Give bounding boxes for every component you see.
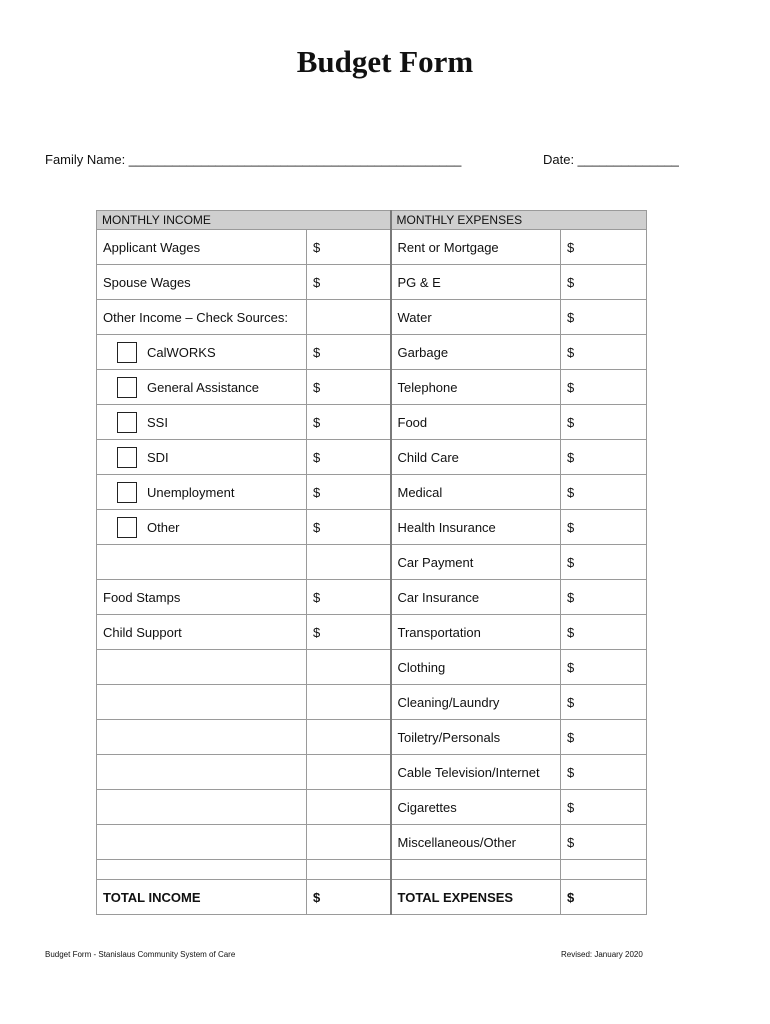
table-row (97, 335, 647, 370)
income-label: Child Support (103, 624, 182, 640)
income-amount-cell[interactable] (307, 825, 391, 860)
expense-amount-cell[interactable]: $ (561, 475, 647, 510)
table-row (97, 440, 647, 475)
income-source-option (103, 482, 300, 503)
expense-amount-cell[interactable]: $ (561, 545, 647, 580)
income-amount-cell[interactable] (307, 545, 391, 580)
date-field[interactable]: Date: ______________ (543, 152, 679, 167)
income-amount-cell[interactable]: $ (307, 615, 391, 650)
income-label-cell (97, 615, 307, 650)
income-amount-cell[interactable]: $ (307, 335, 391, 370)
income-source-option (103, 412, 300, 433)
income-amount-cell[interactable] (307, 300, 391, 335)
expense-amount-cell[interactable]: $ (561, 685, 647, 720)
income-label-cell (97, 545, 307, 580)
income-label-cell (97, 440, 307, 475)
expense-label-cell: Cigarettes (391, 790, 561, 825)
spacer-cell (307, 860, 391, 880)
income-label: SSI (147, 414, 168, 430)
table-row (97, 265, 647, 300)
expense-amount-cell[interactable]: $ (561, 405, 647, 440)
income-label-cell (97, 720, 307, 755)
expense-label-cell: Car Insurance (391, 580, 561, 615)
income-label: Spouse Wages (103, 274, 191, 290)
expense-amount-cell[interactable]: $ (561, 335, 647, 370)
expense-amount-cell[interactable]: $ (561, 510, 647, 545)
income-amount-cell[interactable] (307, 720, 391, 755)
expense-label-cell: Food (391, 405, 561, 440)
table-row (97, 370, 647, 405)
spacer-row (97, 860, 647, 880)
income-amount-cell[interactable]: $ (307, 230, 391, 265)
table-row (97, 405, 647, 440)
expense-amount-cell[interactable]: $ (561, 720, 647, 755)
total-expenses-amount[interactable]: $ (561, 880, 647, 915)
income-amount-cell[interactable]: $ (307, 405, 391, 440)
income-label-cell (97, 510, 307, 545)
checkbox[interactable] (117, 482, 137, 503)
expense-label-cell: Miscellaneous/Other (391, 825, 561, 860)
table-row (97, 720, 647, 755)
expense-label-cell: Clothing (391, 650, 561, 685)
budget-table-body (97, 211, 647, 915)
table-row (97, 580, 647, 615)
income-amount-cell[interactable]: $ (307, 440, 391, 475)
expense-label-cell: Child Care (391, 440, 561, 475)
expense-amount-cell[interactable]: $ (561, 615, 647, 650)
checkbox[interactable] (117, 342, 137, 363)
table-row (97, 790, 647, 825)
income-label-cell (97, 755, 307, 790)
table-header-row (97, 211, 647, 230)
spacer-cell (391, 860, 561, 880)
income-label-cell (97, 300, 307, 335)
totals-row (97, 880, 647, 915)
budget-table (96, 210, 647, 915)
income-label: Other (147, 519, 180, 535)
footer-right: Revised: January 2020 (561, 950, 643, 959)
income-amount-cell[interactable]: $ (307, 580, 391, 615)
expenses-header: MONTHLY EXPENSES (391, 211, 647, 230)
checkbox[interactable] (117, 377, 137, 398)
income-label: CalWORKS (147, 344, 216, 360)
income-label-cell (97, 685, 307, 720)
income-label-cell (97, 265, 307, 300)
expense-amount-cell[interactable]: $ (561, 790, 647, 825)
income-label: Food Stamps (103, 589, 181, 605)
checkbox[interactable] (117, 447, 137, 468)
expense-amount-cell[interactable]: $ (561, 825, 647, 860)
expense-label-cell: Toiletry/Personals (391, 720, 561, 755)
income-source-option (103, 342, 300, 363)
income-label-cell (97, 825, 307, 860)
income-label-cell (97, 230, 307, 265)
income-amount-cell[interactable] (307, 650, 391, 685)
total-income-label: TOTAL INCOME (97, 880, 307, 915)
income-label-cell (97, 790, 307, 825)
table-row (97, 510, 647, 545)
income-source-option (103, 517, 300, 538)
income-label: General Assistance (147, 379, 260, 395)
income-label-cell (97, 335, 307, 370)
table-row (97, 230, 647, 265)
income-amount-cell[interactable] (307, 790, 391, 825)
expense-label-cell: Transportation (391, 615, 561, 650)
expense-amount-cell[interactable]: $ (561, 755, 647, 790)
expense-amount-cell[interactable]: $ (561, 230, 647, 265)
income-amount-cell[interactable]: $ (307, 265, 391, 300)
income-amount-cell[interactable]: $ (307, 370, 391, 405)
table-row (97, 755, 647, 790)
total-expenses-label: TOTAL EXPENSES (391, 880, 561, 915)
expense-label-cell: Cable Television/Internet (391, 755, 561, 790)
expense-label-cell: Car Payment (391, 545, 561, 580)
income-label: Applicant Wages (103, 239, 201, 255)
expense-label-cell: Rent or Mortgage (391, 230, 561, 265)
expense-amount-cell[interactable]: $ (561, 300, 647, 335)
income-label-cell (97, 580, 307, 615)
footer-left: Budget Form - Stanislaus Community System of Care (45, 950, 236, 959)
expense-amount-cell[interactable]: $ (561, 370, 647, 405)
expense-label-cell: Health Insurance (391, 510, 561, 545)
expense-label-cell: Medical (391, 475, 561, 510)
expense-amount-cell[interactable]: $ (561, 580, 647, 615)
expense-amount-cell[interactable]: $ (561, 650, 647, 685)
page-title: Budget Form (296, 44, 474, 79)
table-row (97, 825, 647, 860)
income-label: Other Income – Check Sources: (103, 309, 288, 325)
spacer-cell (97, 860, 307, 880)
table-row (97, 615, 647, 650)
expense-label-cell: Telephone (391, 370, 561, 405)
income-label-cell (97, 650, 307, 685)
income-label-cell (97, 370, 307, 405)
income-source-option (103, 377, 300, 398)
table-row (97, 685, 647, 720)
total-income-amount[interactable]: $ (307, 880, 391, 915)
income-label-cell (97, 475, 307, 510)
spacer-cell (561, 860, 647, 880)
checkbox[interactable] (117, 517, 137, 538)
table-row (97, 300, 647, 335)
table-row (97, 545, 647, 580)
income-source-option (103, 447, 300, 468)
checkbox[interactable] (117, 412, 137, 433)
income-label: SDI (147, 449, 169, 465)
expense-label-cell: Water (391, 300, 561, 335)
expense-label-cell: Garbage (391, 335, 561, 370)
expense-label-cell: Cleaning/Laundry (391, 685, 561, 720)
family-name-field[interactable]: Family Name: ______________________________________________ (45, 152, 462, 167)
income-amount-cell[interactable]: $ (307, 475, 391, 510)
income-amount-cell[interactable] (307, 685, 391, 720)
income-amount-cell[interactable] (307, 755, 391, 790)
table-row (97, 650, 647, 685)
income-label: Unemployment (147, 484, 235, 500)
expense-label-cell: PG & E (391, 265, 561, 300)
income-amount-cell[interactable]: $ (307, 510, 391, 545)
income-label-cell (97, 405, 307, 440)
expense-amount-cell[interactable]: $ (561, 265, 647, 300)
expense-amount-cell[interactable]: $ (561, 440, 647, 475)
income-header: MONTHLY INCOME (97, 211, 391, 230)
table-row (97, 475, 647, 510)
